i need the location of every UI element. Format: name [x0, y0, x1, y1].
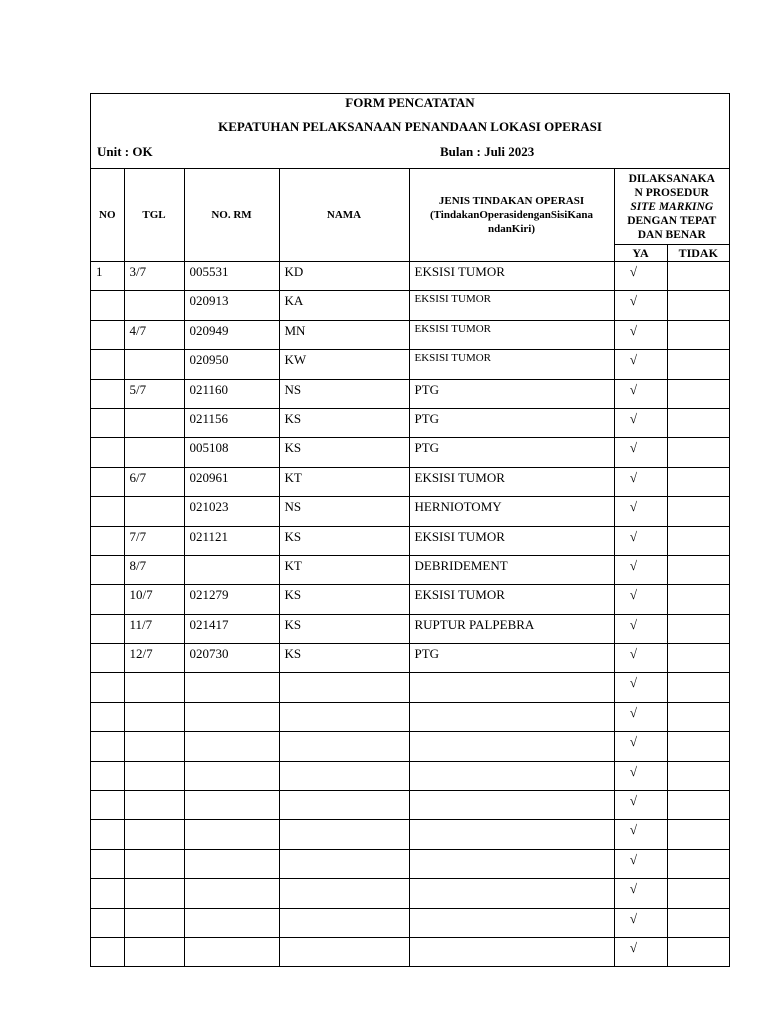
row-tidak-check [667, 262, 729, 291]
row-no-cell [91, 908, 124, 937]
row-ya-check: √ [614, 262, 667, 291]
row-name-cell: KT [279, 555, 409, 584]
compliance-line-5: DAN BENAR [637, 228, 706, 241]
row-ya-check: √ [614, 438, 667, 467]
row-procedure-cell: EKSISI TUMOR [409, 291, 614, 320]
record-table [91, 169, 729, 966]
row-ya-check: √ [614, 791, 667, 820]
unit-label: Unit : OK [97, 144, 153, 159]
table-row [91, 497, 729, 526]
table-row [91, 761, 729, 790]
col-header-no: NO [91, 169, 124, 262]
row-date-cell [124, 408, 184, 437]
row-rm-cell: 020950 [184, 350, 279, 379]
row-no-cell [91, 879, 124, 908]
row-rm-cell [184, 732, 279, 761]
row-name-cell [279, 820, 409, 849]
row-no-cell [91, 291, 124, 320]
row-ya-check: √ [614, 702, 667, 731]
row-procedure-cell: EKSISI TUMOR [409, 526, 614, 555]
row-ya-check: √ [614, 820, 667, 849]
row-tidak-check [667, 644, 729, 673]
table-row [91, 350, 729, 379]
row-name-cell [279, 879, 409, 908]
row-rm-cell [184, 820, 279, 849]
row-tidak-check [667, 614, 729, 643]
row-tidak-check [667, 467, 729, 496]
row-no-cell [91, 702, 124, 731]
row-name-cell: KS [279, 408, 409, 437]
table-row [91, 438, 729, 467]
row-no-cell [91, 614, 124, 643]
row-name-cell [279, 937, 409, 966]
row-no-cell [91, 467, 124, 496]
row-date-cell [124, 879, 184, 908]
row-date-cell: 3/7 [124, 262, 184, 291]
row-procedure-cell: EKSISI TUMOR [409, 467, 614, 496]
row-tidak-check [667, 291, 729, 320]
row-rm-cell: 021160 [184, 379, 279, 408]
row-ya-check: √ [614, 644, 667, 673]
row-rm-cell [184, 908, 279, 937]
row-ya-check: √ [614, 350, 667, 379]
row-ya-check: √ [614, 320, 667, 349]
row-tidak-check [667, 761, 729, 790]
row-no-cell [91, 585, 124, 614]
row-tidak-check [667, 497, 729, 526]
row-tidak-check [667, 320, 729, 349]
row-rm-cell: 021023 [184, 497, 279, 526]
row-rm-cell: 020949 [184, 320, 279, 349]
row-tidak-check [667, 526, 729, 555]
row-date-cell [124, 820, 184, 849]
row-procedure-cell [409, 673, 614, 702]
row-name-cell [279, 732, 409, 761]
row-name-cell: KS [279, 438, 409, 467]
row-procedure-cell: PTG [409, 408, 614, 437]
compliance-line-2: N PROSEDUR [634, 186, 709, 199]
table-row [91, 467, 729, 496]
row-date-cell [124, 937, 184, 966]
jenis-title: JENIS TINDAKAN OPERASI [438, 195, 585, 207]
col-header-no-rm: NO. RM [184, 169, 279, 262]
row-ya-check: √ [614, 673, 667, 702]
row-procedure-cell [409, 879, 614, 908]
row-procedure-cell [409, 732, 614, 761]
row-rm-cell [184, 555, 279, 584]
row-name-cell: KD [279, 262, 409, 291]
row-procedure-cell [409, 791, 614, 820]
row-rm-cell [184, 791, 279, 820]
row-procedure-cell [409, 849, 614, 878]
row-no-cell [91, 820, 124, 849]
row-tidak-check [667, 937, 729, 966]
row-tidak-check [667, 732, 729, 761]
col-header-jenis [409, 169, 614, 262]
row-date-cell: 4/7 [124, 320, 184, 349]
row-ya-check: √ [614, 937, 667, 966]
col-header-nama: NAMA [279, 169, 409, 262]
row-tidak-check [667, 849, 729, 878]
table-row [91, 791, 729, 820]
row-ya-check: √ [614, 761, 667, 790]
row-procedure-cell [409, 908, 614, 937]
col-header-ya: YA [614, 245, 667, 262]
row-name-cell [279, 761, 409, 790]
row-rm-cell [184, 702, 279, 731]
row-rm-cell [184, 761, 279, 790]
row-ya-check: √ [614, 732, 667, 761]
row-name-cell: MN [279, 320, 409, 349]
row-no-cell [91, 644, 124, 673]
row-date-cell: 12/7 [124, 644, 184, 673]
month-label: Bulan : Juli 2023 [440, 144, 535, 159]
row-procedure-cell: EKSISI TUMOR [409, 320, 614, 349]
row-tidak-check [667, 555, 729, 584]
table-row [91, 673, 729, 702]
table-row [91, 937, 729, 966]
compliance-form [90, 93, 730, 967]
row-procedure-cell: DEBRIDEMENT [409, 555, 614, 584]
col-header-compliance [614, 169, 729, 245]
row-date-cell: 10/7 [124, 585, 184, 614]
row-date-cell: 11/7 [124, 614, 184, 643]
row-date-cell [124, 291, 184, 320]
row-date-cell [124, 908, 184, 937]
row-name-cell: KW [279, 350, 409, 379]
table-row [91, 262, 729, 291]
table-row [91, 879, 729, 908]
row-procedure-cell: EKSISI TUMOR [409, 262, 614, 291]
row-date-cell [124, 849, 184, 878]
row-date-cell: 6/7 [124, 467, 184, 496]
row-date-cell [124, 761, 184, 790]
row-date-cell [124, 732, 184, 761]
row-procedure-cell: RUPTUR PALPEBRA [409, 614, 614, 643]
row-name-cell: KS [279, 614, 409, 643]
form-header [91, 94, 729, 169]
table-row [91, 702, 729, 731]
table-row [91, 614, 729, 643]
row-ya-check: √ [614, 526, 667, 555]
table-row [91, 585, 729, 614]
table-row [91, 820, 729, 849]
row-ya-check: √ [614, 497, 667, 526]
col-header-tidak: TIDAK [667, 245, 729, 262]
row-ya-check: √ [614, 849, 667, 878]
form-subtitle: KEPATUHAN PELAKSANAAN PENANDAAN LOKASI OPERASI [218, 119, 602, 134]
row-name-cell: KS [279, 585, 409, 614]
row-no-cell [91, 732, 124, 761]
row-date-cell [124, 497, 184, 526]
row-no-cell [91, 350, 124, 379]
row-name-cell [279, 702, 409, 731]
row-rm-cell: 021279 [184, 585, 279, 614]
row-ya-check: √ [614, 408, 667, 437]
row-rm-cell: 021121 [184, 526, 279, 555]
row-tidak-check [667, 350, 729, 379]
row-no-cell [91, 497, 124, 526]
row-name-cell [279, 791, 409, 820]
row-procedure-cell: PTG [409, 379, 614, 408]
row-date-cell: 5/7 [124, 379, 184, 408]
row-procedure-cell: PTG [409, 644, 614, 673]
row-no-cell [91, 673, 124, 702]
row-procedure-cell: HERNIOTOMY [409, 497, 614, 526]
row-rm-cell: 020913 [184, 291, 279, 320]
row-rm-cell: 020961 [184, 467, 279, 496]
row-ya-check: √ [614, 908, 667, 937]
row-ya-check: √ [614, 291, 667, 320]
row-date-cell [124, 702, 184, 731]
compliance-line-3 [615, 200, 730, 214]
row-rm-cell [184, 673, 279, 702]
row-ya-check: √ [614, 614, 667, 643]
row-tidak-check [667, 673, 729, 702]
compliance-line-1: DILAKSANAKA [628, 172, 715, 185]
row-date-cell [124, 350, 184, 379]
row-date-cell [124, 673, 184, 702]
row-tidak-check [667, 379, 729, 408]
jenis-note-2: ndanKiri) [487, 223, 536, 235]
table-row [91, 849, 729, 878]
site-marking-text: SITE MARKING [630, 200, 714, 213]
row-rm-cell [184, 879, 279, 908]
row-no-cell [91, 526, 124, 555]
row-no-cell [91, 438, 124, 467]
row-procedure-cell [409, 937, 614, 966]
row-rm-cell: 020730 [184, 644, 279, 673]
row-no-cell [91, 761, 124, 790]
table-row [91, 908, 729, 937]
row-tidak-check [667, 408, 729, 437]
row-rm-cell: 005531 [184, 262, 279, 291]
row-tidak-check [667, 585, 729, 614]
row-name-cell [279, 908, 409, 937]
row-tidak-check [667, 879, 729, 908]
table-row [91, 526, 729, 555]
row-rm-cell: 021156 [184, 408, 279, 437]
row-no-cell [91, 555, 124, 584]
row-date-cell: 8/7 [124, 555, 184, 584]
jenis-note-1: (TindakanOperasidenganSisiKana [429, 209, 594, 221]
row-name-cell [279, 673, 409, 702]
table-row [91, 320, 729, 349]
row-name-cell: NS [279, 497, 409, 526]
row-ya-check: √ [614, 467, 667, 496]
row-rm-cell: 005108 [184, 438, 279, 467]
row-ya-check: √ [614, 585, 667, 614]
table-row [91, 408, 729, 437]
row-name-cell: KS [279, 644, 409, 673]
row-tidak-check [667, 438, 729, 467]
row-procedure-cell [409, 702, 614, 731]
row-no-cell [91, 379, 124, 408]
row-tidak-check [667, 908, 729, 937]
row-name-cell: KT [279, 467, 409, 496]
row-name-cell: NS [279, 379, 409, 408]
row-tidak-check [667, 702, 729, 731]
row-no-cell [91, 849, 124, 878]
row-name-cell: KA [279, 291, 409, 320]
row-name-cell: KS [279, 526, 409, 555]
row-date-cell [124, 791, 184, 820]
row-name-cell [279, 849, 409, 878]
row-procedure-cell: PTG [409, 438, 614, 467]
row-tidak-check [667, 820, 729, 849]
row-procedure-cell [409, 761, 614, 790]
row-ya-check: √ [614, 379, 667, 408]
table-row [91, 644, 729, 673]
row-no-cell [91, 320, 124, 349]
row-procedure-cell: EKSISI TUMOR [409, 350, 614, 379]
col-header-tgl: TGL [124, 169, 184, 262]
table-row [91, 379, 729, 408]
row-rm-cell [184, 937, 279, 966]
row-date-cell: 7/7 [124, 526, 184, 555]
row-no-cell [91, 937, 124, 966]
table-row [91, 732, 729, 761]
form-title: FORM PENCATATAN [345, 95, 475, 110]
record-rows [91, 262, 729, 967]
row-ya-check: √ [614, 555, 667, 584]
row-tidak-check [667, 791, 729, 820]
compliance-line-4: DENGAN TEPAT [627, 214, 717, 227]
row-no-cell: 1 [91, 262, 124, 291]
row-rm-cell: 021417 [184, 614, 279, 643]
row-no-cell [91, 791, 124, 820]
row-rm-cell [184, 849, 279, 878]
row-procedure-cell: EKSISI TUMOR [409, 585, 614, 614]
row-procedure-cell [409, 820, 614, 849]
row-no-cell [91, 408, 124, 437]
table-row [91, 291, 729, 320]
table-row [91, 555, 729, 584]
row-ya-check: √ [614, 879, 667, 908]
row-date-cell [124, 438, 184, 467]
